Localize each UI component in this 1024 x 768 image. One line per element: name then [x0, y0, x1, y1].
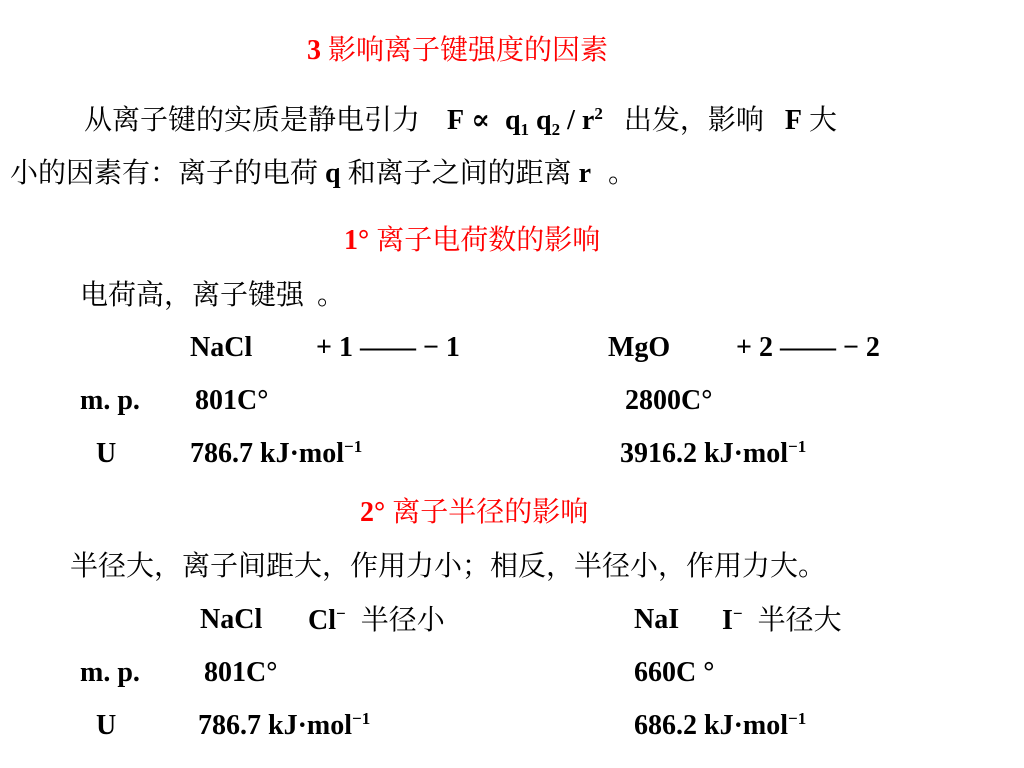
- charge-q: q: [325, 158, 341, 189]
- intro-text-c: 大: [808, 103, 837, 136]
- mgo-charges: + 2 —— − 2: [736, 332, 880, 363]
- q1-subscript: 1: [520, 120, 530, 139]
- force-symbol-2: F: [784, 105, 802, 136]
- iodide-charge: −: [732, 604, 743, 623]
- nai-label: NaI: [634, 604, 680, 635]
- u-nai-exponent: −1: [788, 709, 807, 728]
- mp-nacl-2: 801C°: [204, 657, 278, 688]
- mp-label-2: m. p.: [80, 657, 140, 688]
- iodide-ion: [722, 602, 842, 639]
- u-nacl-2-exponent: −1: [352, 709, 371, 728]
- mp-label: m. p.: [80, 385, 140, 416]
- section1-number: 1°: [344, 225, 370, 256]
- u-mgo-exponent: −1: [788, 437, 807, 456]
- section2-desc-text: 半径大，离子间距大，作用力小；相反，半径小，作用力大。: [70, 549, 827, 582]
- q2-letter: q: [536, 105, 552, 136]
- title-text: 影响离子键强度的因素: [328, 33, 609, 66]
- u-nacl-value: 786.7 kJ·mol: [190, 438, 345, 469]
- nacl-label: NaCl: [190, 332, 253, 363]
- u-mgo-value: 3916.2 kJ·mol: [620, 438, 789, 469]
- u-nacl-exponent: −1: [344, 437, 363, 456]
- page-title: [307, 32, 608, 69]
- mp-nacl: 801C°: [195, 385, 269, 416]
- proportional-symbol: ∝: [471, 105, 490, 136]
- section2-description: [70, 548, 826, 585]
- intro-text-b: 出发，影响: [623, 103, 764, 136]
- mp-mgo: 2800C°: [625, 385, 713, 416]
- u-nai-value: 686.2 kJ·mol: [634, 710, 789, 741]
- section1-title: 离子电荷数的影响: [376, 223, 601, 256]
- charge-q2: [536, 105, 561, 139]
- over-r: / r: [567, 105, 595, 136]
- section2-number: 2°: [360, 497, 386, 528]
- section1-desc-text: 电荷高，离子键强: [80, 278, 305, 311]
- intro-line-2: [10, 155, 636, 192]
- intro-text-a: 从离子键的实质是静电引力: [84, 103, 421, 136]
- u-nacl-2-value: 786.7 kJ·mol: [198, 710, 353, 741]
- section1-description: [80, 277, 345, 314]
- chloride-charge: −: [336, 604, 346, 623]
- lattice-energy-label: U: [96, 438, 117, 469]
- r-exponent: 2: [594, 104, 603, 123]
- iodide-symbol: I: [722, 605, 733, 636]
- section1-desc-period: 。: [317, 278, 346, 311]
- u-nacl-2: [198, 708, 370, 744]
- charge-q1: [504, 105, 530, 139]
- q1-letter: q: [504, 105, 521, 136]
- chloride-symbol: Cl: [308, 605, 336, 636]
- mp-nai: 660C °: [634, 657, 715, 688]
- radius-large-text: 半径大: [757, 603, 842, 636]
- intro-text-d: 小的因素有：离子的电荷: [10, 156, 319, 189]
- nacl-label-2: NaCl: [200, 604, 263, 635]
- distance-term: [567, 105, 603, 136]
- force-symbol: F: [447, 105, 465, 136]
- u-nacl: [190, 436, 362, 472]
- lattice-energy-label-2: U: [96, 710, 117, 741]
- u-nai: [634, 708, 806, 744]
- nacl-charges: + 1 —— − 1: [316, 332, 460, 363]
- mgo-label: MgO: [608, 332, 671, 363]
- section1-heading: [344, 222, 600, 259]
- title-number: 3: [307, 35, 321, 66]
- intro-line-1: [84, 102, 837, 139]
- radius-small-text: 半径小: [360, 603, 445, 636]
- intro-period: 。: [608, 156, 637, 189]
- u-mgo: [620, 436, 806, 472]
- intro-text-e: 和离子之间的距离: [347, 156, 572, 189]
- section2-title: 离子半径的影响: [392, 495, 589, 528]
- distance-r: r: [578, 158, 592, 189]
- q2-subscript: 2: [551, 120, 561, 139]
- section2-heading: [360, 494, 588, 531]
- chloride-ion: [308, 602, 445, 639]
